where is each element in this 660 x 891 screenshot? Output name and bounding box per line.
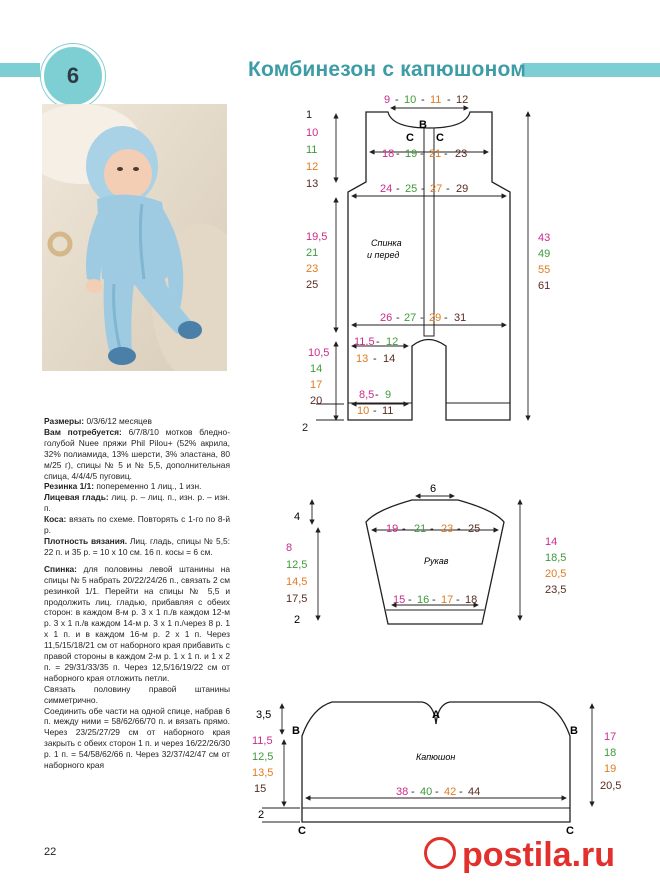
svg-text:-: - [396, 148, 400, 160]
sleeve-right-measure-4: 23,5 [545, 584, 567, 596]
sleeve-top-measure: 6 [430, 483, 437, 495]
svg-text:-: - [396, 312, 400, 324]
thigh-measure-3: 13 [356, 353, 369, 365]
sleeve-left-measure-3: 14,5 [286, 576, 308, 588]
sleeve-upper-measure-2: 21 [414, 523, 427, 535]
sleeve-cuff-measure-4: 18 [465, 594, 478, 606]
stockinette-text: лиц. р. – лиц. п., изн. р. – изн. п. [44, 492, 230, 514]
chest-measure-2: 19 [405, 148, 418, 160]
hood-dimension-lines [262, 704, 592, 822]
shoulder-measure-4: 12 [306, 161, 319, 173]
hood-band-measure: 2 [258, 809, 265, 821]
svg-text:-: - [456, 594, 460, 606]
svg-text:-: - [444, 148, 448, 160]
neck-measure-3: 11 [430, 94, 442, 106]
svg-text:-: - [402, 523, 406, 535]
cable-label: Коса: [44, 514, 67, 525]
svg-text:-: - [376, 336, 380, 348]
svg-text:-: - [432, 594, 436, 606]
sleeve-left-measure-2: 12,5 [286, 559, 308, 571]
back-text: для половины левой штанины на спицы № 5 набрать 20/22/24/26 п., связать 2 см резинкой 1/1. Перейти на спицы № 5,5 и продолжить лиц. гладью, прибавляя с обеих сторон: в каждом 8-м р. 3 х 1 п./в каждом 12-м р. 3 х 1 п./в каждом 14-м р. 3 х 1 п./через 8 р. 1 х 1 п. и в каждом 16-м р. 2 х 1 п. Через 11,5/15/18/21 см от наборного края прибавить с правой стороны в каждом 2-м р. 1 х 1 п. и 1 х 2 п. = 29/31/33/35 п. Через 12,5/16/19/22 см от наборного края отложить петли. [44, 563, 230, 683]
hood-label: Капюшон [416, 752, 456, 762]
back-label: Спинка: [44, 563, 77, 574]
point-a-hood: A [432, 709, 440, 721]
materials-text: 6/7/8/10 мотков бледно-голубой Nuee пряжи Phil Pilou+ (52% акрила, 32% полиамида, 13% шерсти, 3% эластана, 80 м/25 г), спицы № 5 и № 5,5, дополнительная спица, 4/4/4/5 пуговиц. [44, 426, 230, 481]
ankle-measure-3: 10 [357, 405, 370, 417]
shoulder-measure-1: 1 [306, 109, 313, 121]
sleeve-upper-measure-3: 23 [441, 523, 454, 535]
rib-text: попеременно 1 лиц., 1 изн. [96, 481, 202, 492]
shoulder-measure-2: 10 [306, 127, 319, 139]
point-c-hood-left: C [298, 825, 306, 837]
hood-left-measure-2: 12,5 [252, 751, 274, 763]
neck-measure-4: 12 [456, 94, 469, 106]
sleeve-upper-measure-4: 25 [468, 523, 481, 535]
sleeve-right-measure-2: 18,5 [545, 552, 567, 564]
leg-measure-1: 10,5 [308, 347, 330, 359]
body-right-measure-4: 61 [538, 280, 551, 292]
svg-text:-: - [411, 786, 415, 798]
sleeve-labels [286, 483, 566, 626]
materials-label: Вам потребуется: [44, 426, 122, 437]
svg-text:-: - [430, 523, 434, 535]
hood-right-measure-2: 18 [604, 747, 617, 759]
sleeve-dimension-lines [312, 496, 520, 620]
chest-measure-4: 23 [455, 148, 468, 160]
hood-width-measure-4: 44 [468, 786, 481, 798]
body-left-measure-2: 21 [306, 247, 319, 259]
svg-text:-: - [420, 312, 424, 324]
hood-top-measure: 3,5 [256, 709, 272, 721]
svg-text:-: - [373, 353, 377, 365]
svg-text:-: - [375, 389, 379, 401]
shoulder-measure-3: 11 [306, 144, 318, 156]
body-left-measure-3: 23 [306, 263, 319, 275]
sleeve-right-measure-3: 20,5 [545, 568, 567, 580]
back-paragraph-3: Соединить обе части на одной спице, набрав 6 п. между ними = 58/62/66/70 п. и вязать прямо. Через 23/25/27/29 см от наборного края закрыть с обеих сторон 1 п. и через 16/22/26/30 р. 1 п. = 54/58/62/66 п. Через 32/37/42/47 см от наборного края [44, 705, 230, 771]
point-c-body-left: C [406, 132, 414, 144]
sleeve-label: Рукав [424, 556, 449, 566]
hood-right-measure-3: 19 [604, 763, 617, 775]
body-right-measure-3: 55 [538, 264, 551, 276]
body-left-measure-4: 25 [306, 279, 319, 291]
svg-text:-: - [395, 94, 399, 106]
shoulder-measure-5: 13 [306, 178, 319, 190]
body-left-measure-1: 19,5 [306, 231, 328, 243]
body-right-measure-1: 43 [538, 232, 551, 244]
ankle-measure-2: 9 [385, 389, 392, 401]
hood-left-measure-3: 13,5 [252, 767, 274, 779]
point-c-body-right: C [436, 132, 444, 144]
hood-left-measure-4: 15 [254, 783, 267, 795]
hood-labels [252, 709, 621, 837]
gauge-text: Лиц. гладь, спицы № 5,5: 22 п. и 35 р. = 10 х 10 см. 16 п. косы = 6 см. [44, 535, 231, 557]
body-right-measure-2: 49 [538, 248, 551, 260]
point-b-hood-right: B [570, 725, 578, 737]
svg-text:-: - [435, 786, 439, 798]
svg-text:-: - [444, 312, 448, 324]
hood-width-measure-1: 38 [396, 786, 409, 798]
watermark-text: postila.ru [462, 836, 616, 874]
back-paragraph-2: Связать половину правой штанины симметрично. [44, 683, 230, 705]
hood-left-measure-1: 11,5 [252, 735, 273, 747]
svg-text:-: - [408, 594, 412, 606]
svg-text:-: - [373, 405, 377, 417]
thigh-measure-1: 11,5 [354, 336, 375, 348]
sleeve-left-measure-1: 8 [286, 542, 293, 554]
sleeve-cap-measure: 4 [294, 511, 301, 523]
rib-label: Резинка 1/1: [44, 481, 95, 492]
leg-measure-2: 14 [310, 363, 323, 375]
neck-measure-1: 9 [384, 94, 391, 106]
page-number: 22 [44, 846, 57, 858]
sleeve-cuff-height: 2 [294, 614, 301, 626]
leg-measure-4: 20 [310, 395, 323, 407]
waist-measure-2: 25 [405, 183, 418, 195]
waist-measure-1: 24 [380, 183, 393, 195]
hip-measure-2: 27 [404, 312, 417, 324]
point-b-hood-left: B [292, 725, 300, 737]
point-b-body: B [419, 119, 427, 131]
svg-text:-: - [421, 94, 425, 106]
ankle-measure-4: 11 [382, 405, 394, 417]
svg-text:-: - [447, 94, 451, 106]
hood-width-measure-2: 40 [420, 786, 433, 798]
svg-text:-: - [421, 183, 425, 195]
sleeve-cuff-measure-1: 15 [393, 594, 406, 606]
chest-measure-1: 18 [382, 148, 395, 160]
sleeve-left-measure-4: 17,5 [286, 593, 308, 605]
svg-text:-: - [457, 523, 461, 535]
thigh-measure-2: 12 [386, 336, 399, 348]
waist-measure-3: 27 [430, 183, 443, 195]
point-c-hood-right: C [566, 825, 574, 837]
gauge-label: Плотность вязания. [44, 535, 128, 546]
neck-measure-2: 10 [404, 94, 417, 106]
sleeve-right-measure-1: 14 [545, 536, 558, 548]
sizes-label: Размеры: [44, 416, 85, 426]
sleeve-upper-measure-1: 19 [386, 523, 399, 535]
body-labels [302, 94, 550, 434]
body-label-line2: и перед [367, 250, 400, 260]
cable-text: вязать по схеме. Повторять с 1-го по 8-й р. [44, 514, 231, 536]
leg-measure-3: 17 [310, 379, 323, 391]
stockinette-label: Лицевая гладь: [44, 492, 109, 503]
chest-measure-3: 21 [429, 148, 442, 160]
waist-measure-4: 29 [456, 183, 469, 195]
chapter-number: 6 [66, 63, 80, 88]
ankle-measure-1: 8,5 [359, 389, 375, 401]
sleeve-cuff-measure-3: 17 [441, 594, 454, 606]
hood-width-measure-3: 42 [444, 786, 457, 798]
cuff-measure-body: 2 [302, 422, 309, 434]
svg-text:-: - [420, 148, 424, 160]
svg-text:-: - [396, 183, 400, 195]
hip-measure-1: 26 [380, 312, 393, 324]
svg-text:-: - [459, 786, 463, 798]
hood-right-measure-1: 17 [604, 731, 617, 743]
sizes-text: 0/3/6/12 месяцев [86, 416, 152, 426]
svg-text:-: - [446, 183, 450, 195]
sleeve-cuff-measure-2: 16 [417, 594, 430, 606]
body-label-line1: Спинка [371, 238, 402, 248]
thigh-measure-4: 14 [383, 353, 396, 365]
page-title: Комбинезон с капюшоном [248, 58, 526, 81]
hip-measure-4: 31 [454, 312, 467, 324]
hood-right-measure-4: 20,5 [600, 780, 622, 792]
hip-measure-3: 29 [429, 312, 442, 324]
